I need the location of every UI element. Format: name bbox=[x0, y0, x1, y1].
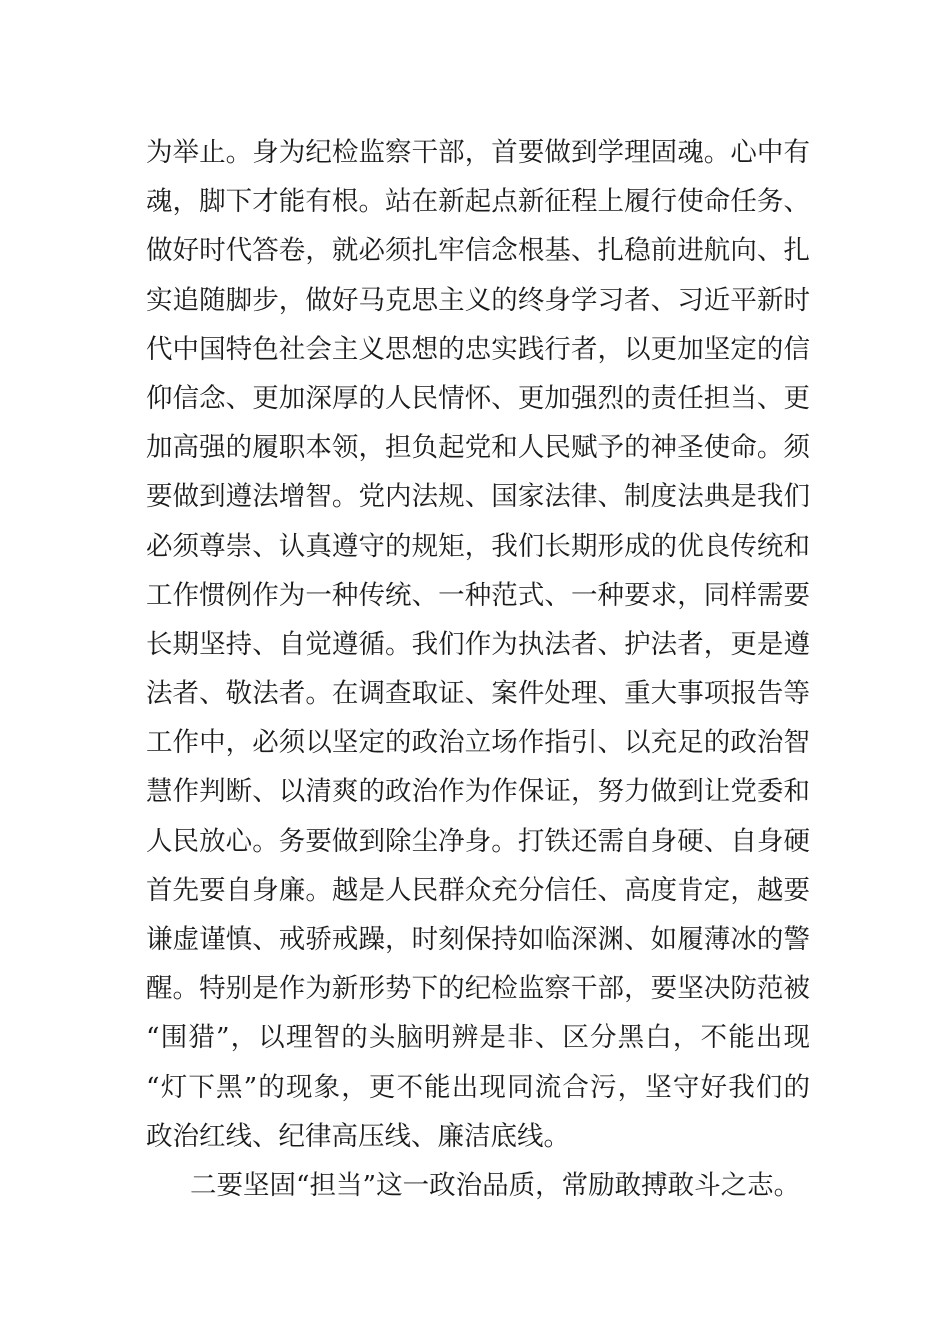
text-line: 必须尊崇、认真遵守的规矩，我们长期形成的优良传统和 bbox=[146, 530, 810, 562]
paragraph-heading-line: 二要坚固“担当”这一政治品质，常励敢搏敢斗之志。 bbox=[190, 1169, 801, 1201]
text-line: 醒。特别是作为新形势下的纪检监察干部，要坚决防范被 bbox=[146, 973, 810, 1005]
text-line: 要做到遵法增智。党内法规、国家法律、制度法典是我们 bbox=[146, 481, 810, 513]
text-line: “围猎”，以理智的头脑明辨是非、区分黑白，不能出现 bbox=[146, 1022, 810, 1054]
text-line: 工作惯例作为一种传统、一种范式、一种要求，同样需要 bbox=[146, 579, 810, 611]
text-line: 慧作判断、以清爽的政治作为作保证，努力做到让党委和 bbox=[146, 776, 810, 808]
text-line: 代中国特色社会主义思想的忠实践行者，以更加坚定的信 bbox=[146, 333, 810, 365]
paragraph-end-line: 政治红线、纪律高压线、廉洁底线。 bbox=[146, 1120, 570, 1152]
text-line: 实追随脚步，做好马克思主义的终身学习者、习近平新时 bbox=[146, 284, 810, 316]
text-line: 工作中，必须以坚定的政治立场作指引、以充足的政治智 bbox=[146, 727, 810, 759]
text-line: 魂，脚下才能有根。站在新起点新征程上履行使命任务、 bbox=[146, 186, 810, 218]
text-line: 做好时代答卷，就必须扎牢信念根基、扎稳前进航向、扎 bbox=[146, 235, 810, 267]
text-line: 长期坚持、自觉遵循。我们作为执法者、护法者，更是遵 bbox=[146, 628, 810, 660]
text-line: 法者、敬法者。在调查取证、案件处理、重大事项报告等 bbox=[146, 678, 810, 710]
text-line: 加高强的履职本领，担负起党和人民赋予的神圣使命。须 bbox=[146, 432, 810, 464]
text-line: 人民放心。务要做到除尘净身。打铁还需自身硬、自身硬 bbox=[146, 825, 810, 857]
text-line: 首先要自身廉。越是人民群众充分信任、高度肯定，越要 bbox=[146, 874, 810, 906]
text-line: 仰信念、更加深厚的人民情怀、更加强烈的责任担当、更 bbox=[146, 382, 810, 414]
body-text bbox=[146, 128, 810, 1210]
text-line: 谦虚谨慎、戒骄戒躁，时刻保持如临深渊、如履薄冰的警 bbox=[146, 924, 810, 955]
text-line: 为举止。身为纪检监察干部，首要做到学理固魂。心中有 bbox=[146, 137, 810, 168]
text-line: “灯下黑”的现象，更不能出现同流合污，坚守好我们的 bbox=[146, 1071, 810, 1103]
